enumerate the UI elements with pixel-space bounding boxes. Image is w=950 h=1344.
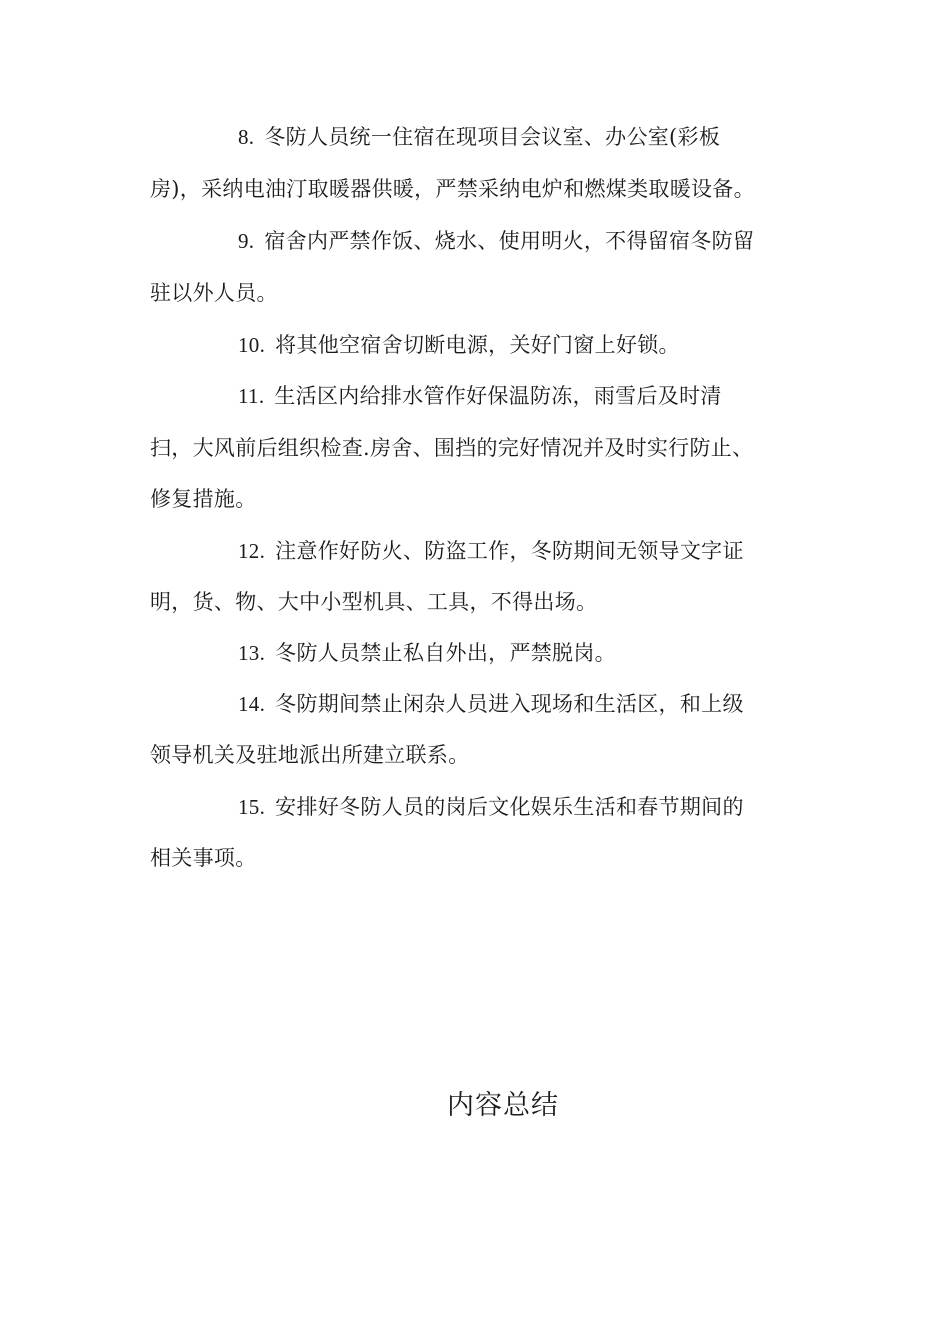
list-item-8-line-1	[238, 122, 720, 152]
item-number: 8.	[238, 125, 255, 149]
list-item-8-line-2: 房)，采纳电油汀取暖器供暖，严禁采纳电炉和燃煤类取暖设备。	[150, 177, 755, 201]
list-item-9-line-2: 驻以外人员。	[150, 281, 278, 305]
list-item-9-line-1	[238, 226, 754, 256]
list-item-10-line-1	[238, 330, 680, 360]
item-number: 12.	[238, 539, 266, 563]
list-item-11-line-1	[238, 381, 722, 411]
list-item-14-line-2: 领导机关及驻地派出所建立联系。	[150, 743, 470, 767]
item-text: 宿舍内严禁作饭、烧水、使用明火，不得留宿冬防留	[264, 229, 755, 253]
item-text: 冬防期间禁止闲杂人员进入现场和生活区，和上级	[275, 692, 744, 716]
item-number: 10.	[238, 333, 266, 357]
summary-title: 内容总结	[447, 1090, 559, 1121]
item-text: 生活区内给排水管作好保温防冻，雨雪后及时清	[274, 384, 722, 408]
list-item-15-line-2: 相关事项。	[150, 846, 257, 870]
list-item-14-line-1	[238, 689, 744, 719]
list-item-12-line-2: 明，货、物、大中小型机具、工具，不得出场。	[150, 590, 598, 614]
item-text: 将其他空宿舍切断电源，关好门窗上好锁。	[275, 333, 680, 357]
item-text: 注意作好防火、防盗工作，冬防期间无领导文字证	[275, 539, 744, 563]
item-number: 14.	[238, 692, 266, 716]
item-number: 11.	[238, 384, 265, 408]
list-item-15-line-1	[238, 792, 744, 822]
item-number: 13.	[238, 641, 266, 665]
item-text: 冬防人员统一住宿在现项目会议室、办公室(彩板	[264, 125, 721, 149]
item-number: 15.	[238, 795, 266, 819]
item-text: 安排好冬防人员的岗后文化娱乐生活和春节期间的	[275, 795, 744, 819]
item-text: 冬防人员禁止私自外出，严禁脱岗。	[275, 641, 616, 665]
list-item-11-line-2: 扫，大风前后组织检查.房舍、围挡的完好情况并及时实行防止、	[150, 436, 754, 460]
list-item-12-line-1	[238, 536, 744, 566]
item-number: 9.	[238, 229, 255, 253]
list-item-13-line-1	[238, 638, 616, 668]
list-item-11-line-3: 修复措施。	[150, 487, 257, 511]
